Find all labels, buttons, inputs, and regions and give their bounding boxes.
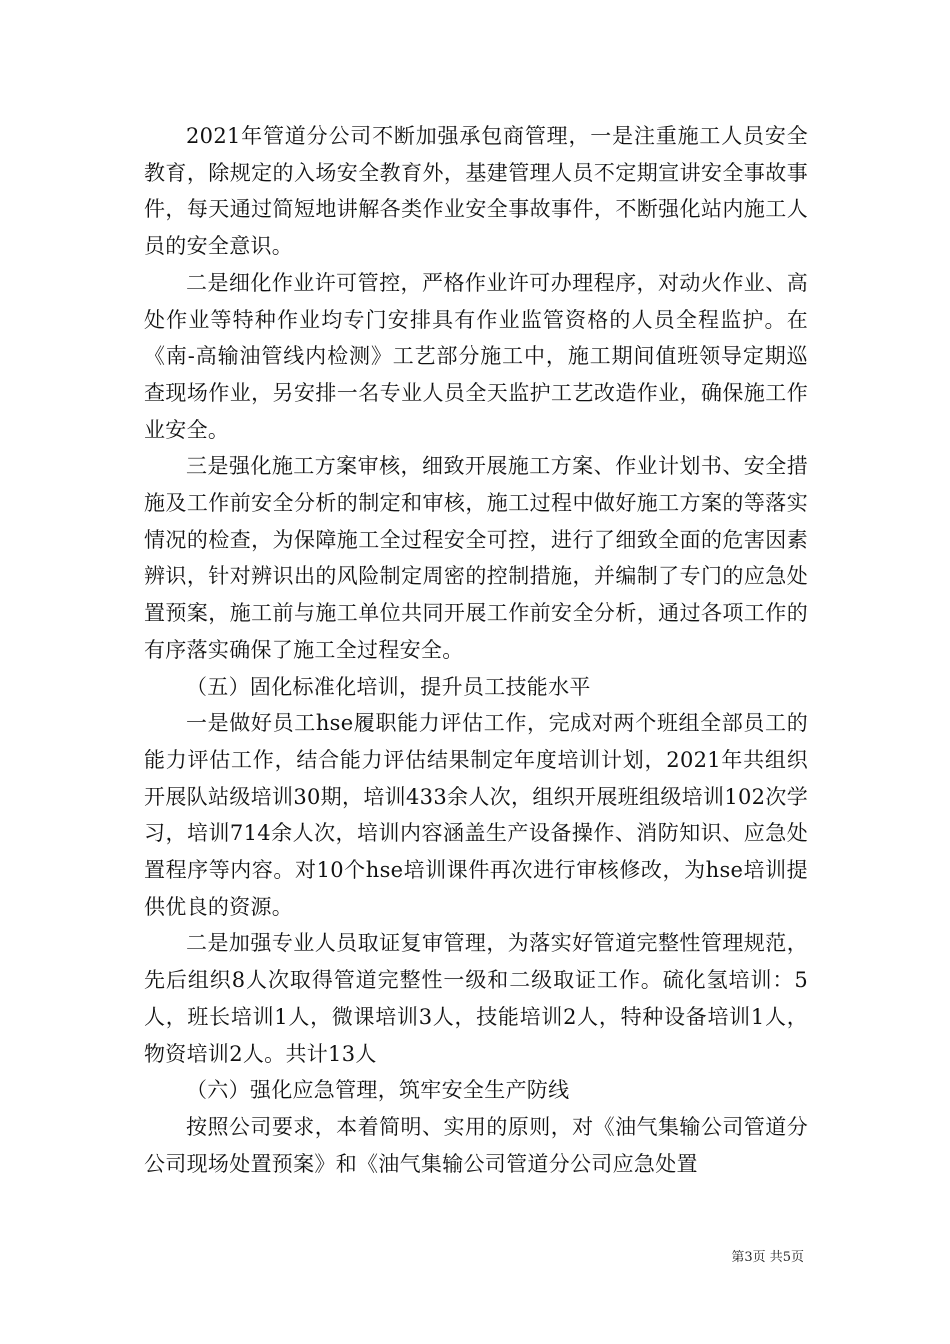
section-heading-training: （五）固化标准化培训，提升员工技能水平: [186, 674, 591, 699]
paragraph-hse-assessment: 一是做好员工hse履职能力评估工作，完成对两个班组全部员工的能力评估工作，结合能力评估结果制定年度培训计划，2021年共组织开展队站级培训30期，培训433余人次，组织开展班组级培训102次学习，培训714余人次，培训内容涵盖生产设备操作、消防知识、应急处置程序等内容。对10个hse培训课件再次进行审核修改，为hse培训提供优良的资源。: [144, 711, 808, 919]
paragraph-emergency-plan: 按照公司要求，本着简明、实用的原则，对《油气集输公司管道分公司现场处置预案》和《油气集输公司管道分公司应急处置: [144, 1114, 808, 1176]
paragraph-certification: 二是加强专业人员取证复审管理，为落实好管道完整性管理规范，先后组织8人次取得管道完整性一级和二级取证工作。硫化氢培训：5人，班长培训1人，微课培训3人，技能培训2人，特种设备培训1人，物资培训2人。共计13人: [144, 931, 808, 1066]
page-number-footer: 第3页 共5页: [731, 1250, 804, 1265]
paragraph-work-permit: 二是细化作业许可管控，严格作业许可办理程序，对动火作业、高处作业等特种作业均专门安排具有作业监管资格的人员全程监护。在《南-高输油管线内检测》工艺部分施工中，施工期间值班领导定期巡查现场作业，另安排一名专业人员全天监护工艺改造作业，确保施工作业安全。: [144, 270, 808, 442]
document-body: [144, 118, 808, 1182]
paragraph-contractor-management: 2021年管道分公司不断加强承包商管理，一是注重施工人员安全教育，除规定的入场安全教育外，基建管理人员不定期宣讲安全事故事件，每天通过简短地讲解各类作业安全事故事件，不断强化站内施工人员的安全意识。: [144, 124, 808, 259]
paragraph-construction-plan: 三是强化施工方案审核，细致开展施工方案、作业计划书、安全措施及工作前安全分析的制定和审核，施工过程中做好施工方案的等落实情况的检查，为保障施工全过程安全可控，进行了细致全面的危害因素辨识，针对辨识出的风险制定周密的控制措施，并编制了专门的应急处置预案，施工前与施工单位共同开展工作前安全分析，通过各项工作的有序落实确保了施工全过程安全。: [144, 454, 808, 662]
section-heading-emergency: （六）强化应急管理，筑牢安全生产防线: [186, 1078, 570, 1103]
